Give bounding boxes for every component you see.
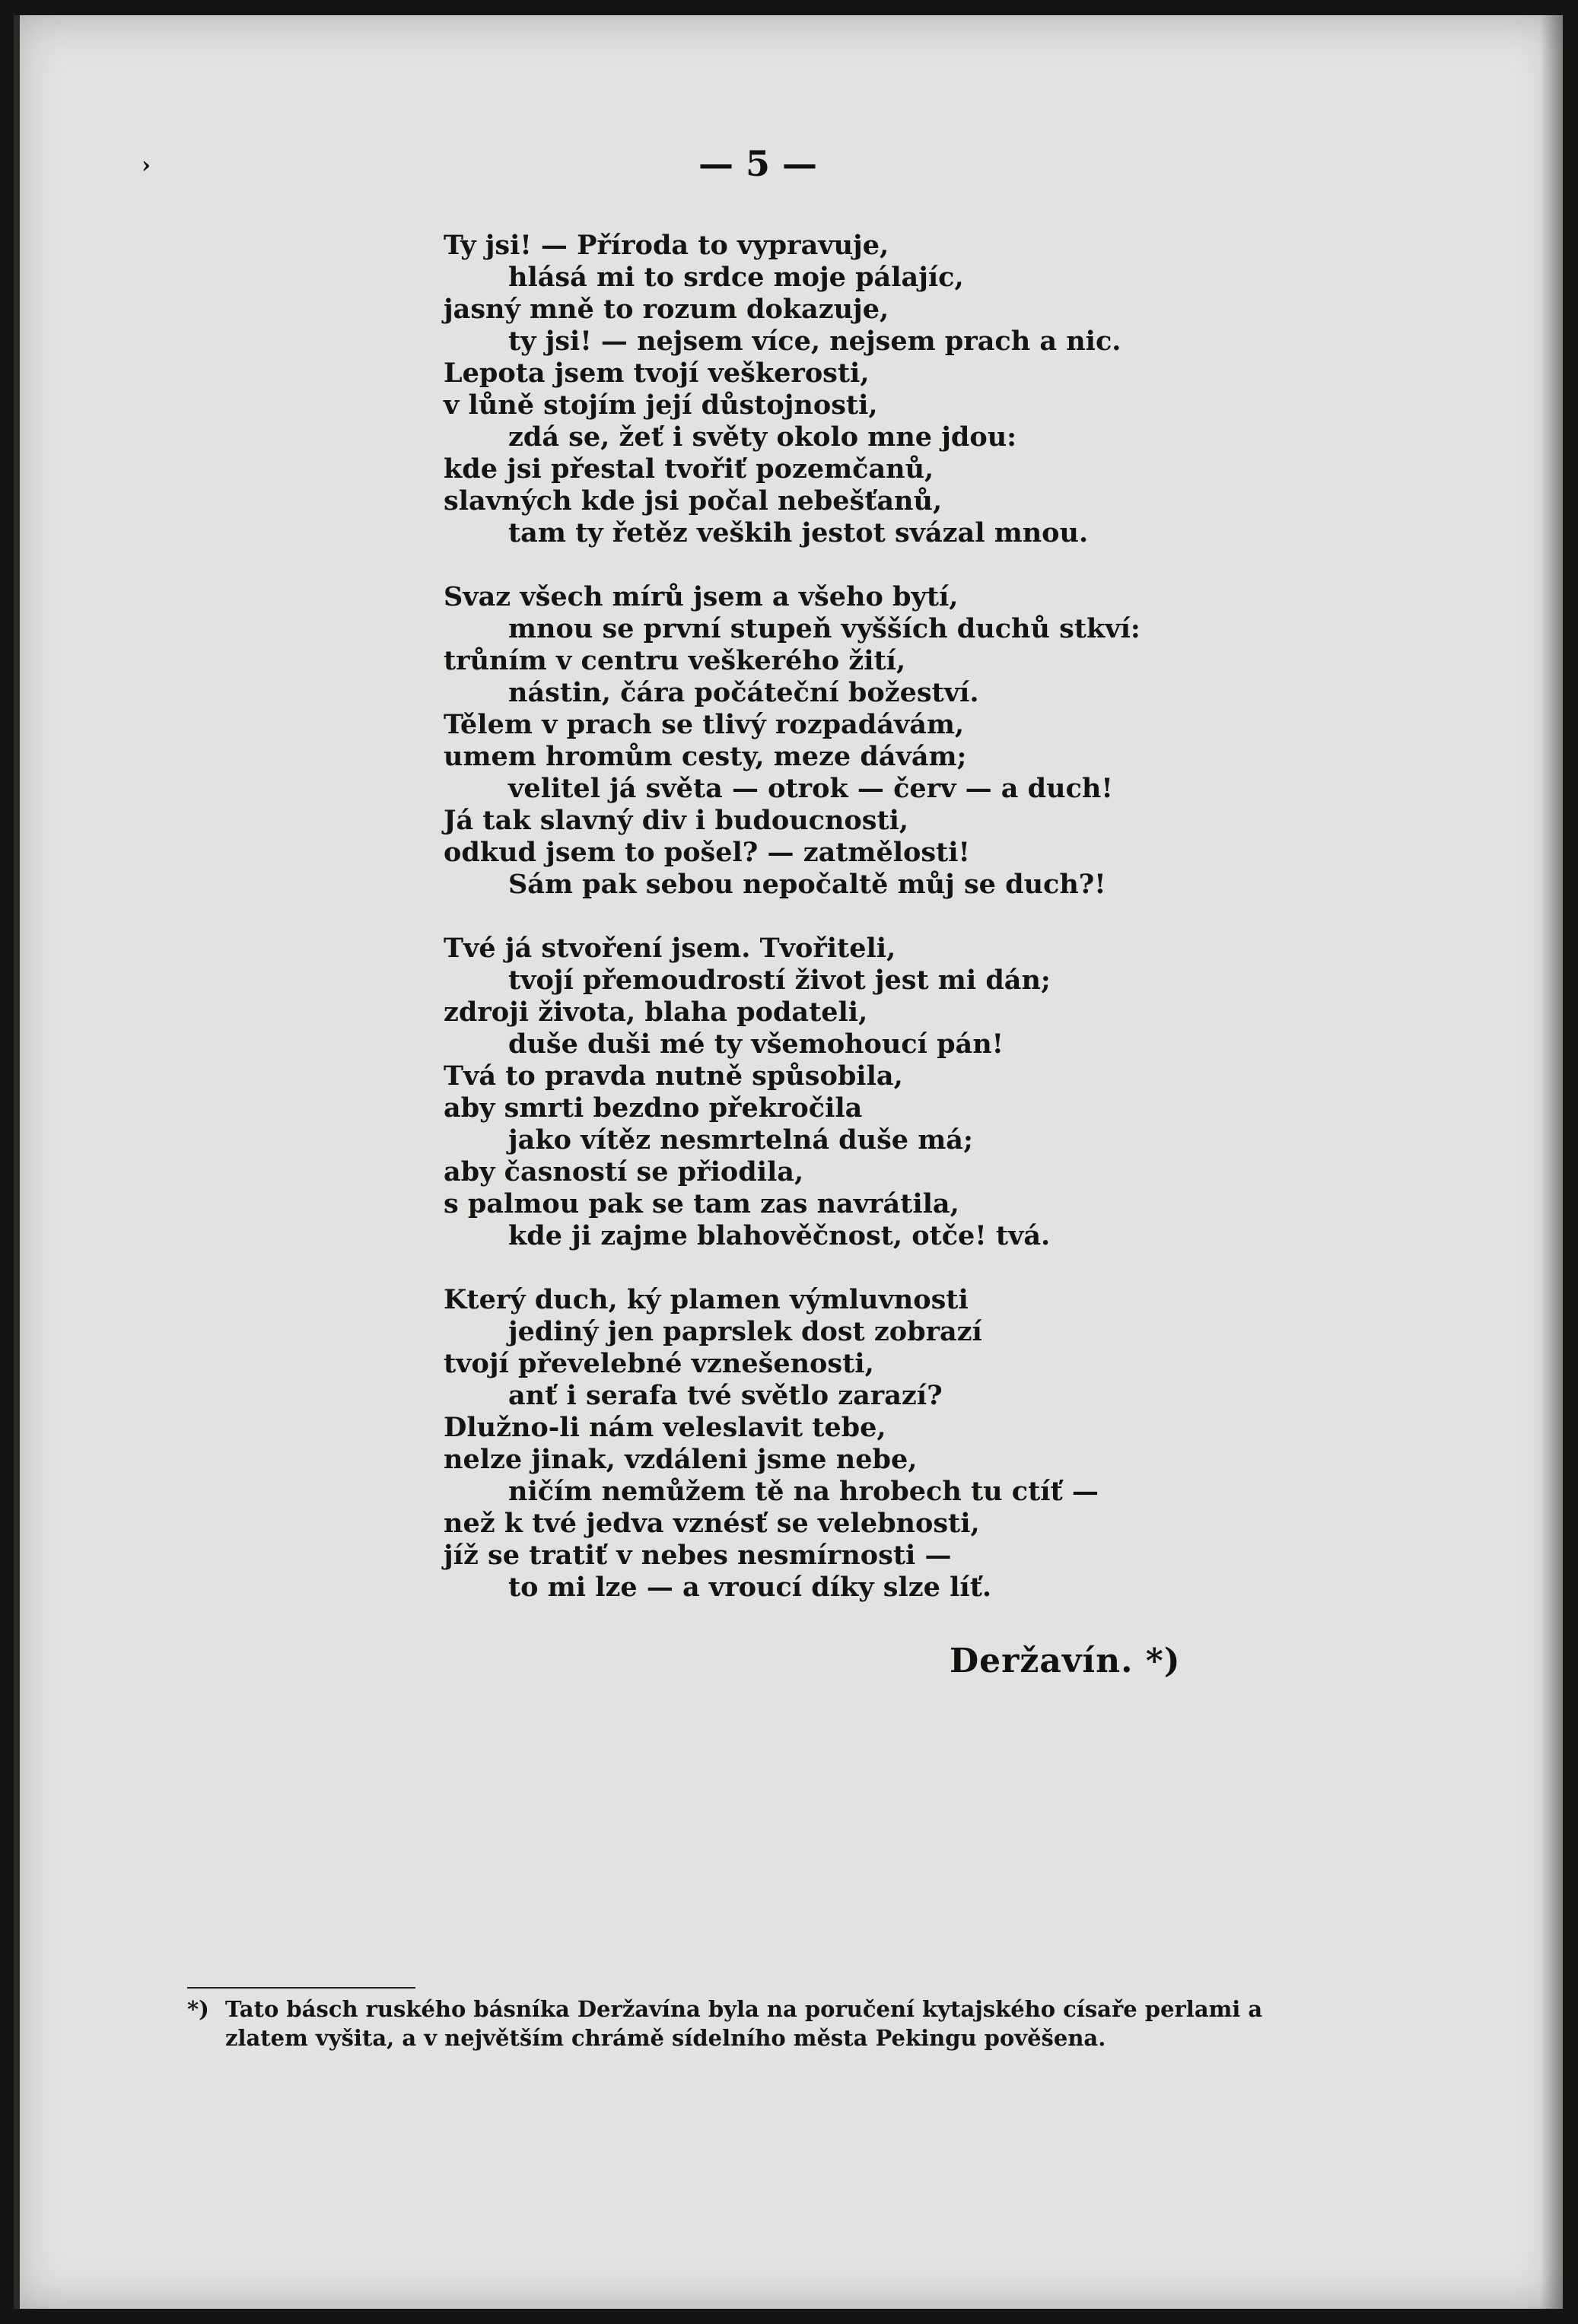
poem-line: Tvá to pravda nutně spůsobila,	[444, 1060, 903, 1092]
stanza	[444, 230, 1433, 549]
margin-mark: ›	[142, 152, 151, 179]
footnote-text-1: Tato básch ruského básníka Deržavína byla na poručení kytajského císaře perlami a	[225, 1996, 1263, 2022]
poem-line: hlásá mi to srdce moje pálajíc,	[508, 262, 964, 293]
poem-line: Já tak slavný div i budoucnosti,	[444, 805, 909, 836]
poem-line: velitel já světa — otrok — červ — a duch!	[508, 773, 1113, 804]
poem-line: Ty jsi! — Příroda to vypravuje,	[444, 230, 889, 261]
footnote-line-1	[187, 1995, 1351, 2024]
poem-line: tam ty řetěz veških jestot svázal mnou.	[508, 517, 1089, 548]
stanza	[444, 1284, 1433, 1604]
poem-line: zdá se, žeť i světy okolo mne jdou:	[508, 421, 1017, 453]
page-right-shadow	[1540, 15, 1563, 2309]
author-signature: Deržavín. *)	[950, 1642, 1181, 1680]
poem-line: tvojí přemoudrostí život jest mi dán;	[508, 965, 1051, 996]
poem-line: nelze jinak, vzdáleni jsme nebe,	[444, 1444, 918, 1475]
poem-line: slavných kde jsi počal nebešťanů,	[444, 485, 943, 517]
stanza	[444, 581, 1433, 901]
poem-line: kde jsi přestal tvořiť pozemčanů,	[444, 453, 934, 485]
poem-body	[444, 230, 1433, 1636]
poem-line: jíž se tratiť v nebes nesmírnosti —	[444, 1540, 952, 1571]
footnote-mark: *)	[187, 1996, 209, 2022]
poem-line: Který duch, ký plamen výmluvnosti	[444, 1284, 969, 1315]
poem-line: to mi lze — a vroucí díky slze líť.	[508, 1572, 992, 1603]
poem-line: ty jsi! — nejsem více, nejsem prach a nic.	[508, 326, 1121, 357]
poem-line: zdroji života, blaha podateli,	[444, 997, 868, 1028]
poem-line: aby smrti bezdno překročila	[444, 1092, 863, 1124]
poem-line: Svaz všech mírů jsem a všeho bytí,	[444, 581, 959, 612]
poem-line: Tělem v prach se tlivý rozpadávám,	[444, 709, 965, 740]
poem-line: Sám pak sebou nepočaltě můj se duch?!	[508, 869, 1106, 900]
poem-line: duše duši mé ty všemohoucí pán!	[508, 1028, 1004, 1060]
poem-line: kde ji zajme blahověčnost, otče! tvá.	[508, 1220, 1051, 1251]
footnote-rule	[187, 1987, 415, 1989]
footnote-line-2: zlatem vyšita, a v největším chrámě sídelního města Pekingu pověšena.	[225, 2025, 1106, 2051]
poem-line: Tvé já stvoření jsem. Tvořiteli,	[444, 933, 896, 964]
poem-line: nástin, čára počáteční božeství.	[508, 677, 979, 708]
poem-line: umem hromům cesty, meze dávám;	[444, 741, 967, 772]
poem-line: odkud jsem to pošel? — zatmělosti!	[444, 837, 970, 868]
poem-line: s palmou pak se tam zas navrátila,	[444, 1188, 959, 1219]
poem-line: jediný jen paprslek dost zobrazí	[508, 1316, 982, 1347]
poem-line: Lepota jsem tvojí veškerosti,	[444, 358, 870, 389]
poem-line: aby časností se přiodila,	[444, 1156, 804, 1187]
page-left-edge	[14, 15, 20, 2309]
poem-line: trůním v centru veškerého žití,	[444, 645, 906, 676]
poem-line: ničím nemůžem tě na hrobech tu ctíť —	[508, 1476, 1099, 1507]
poem-line: tvojí převelebné vznešenosti,	[444, 1348, 874, 1379]
poem-line: než k tvé jedva vznésť se velebnosti,	[444, 1508, 980, 1539]
poem-line: anť i serafa tvé světlo zarazí?	[508, 1380, 943, 1411]
poem-line: jako vítěz nesmrtelná duše má;	[508, 1124, 973, 1156]
poem-line: jasný mně to rozum dokazuje,	[444, 294, 889, 325]
book-page	[14, 15, 1563, 2309]
poem-line: v lůně stojím její důstojnosti,	[444, 389, 878, 421]
stanza	[444, 933, 1433, 1252]
poem-line: mnou se první stupeň vyšších duchů stkví:	[508, 613, 1141, 644]
poem-line: Dlužno-li nám veleslavit tebe,	[444, 1412, 886, 1443]
footnote	[187, 1995, 1351, 2052]
page-number: — 5 —	[698, 143, 818, 184]
